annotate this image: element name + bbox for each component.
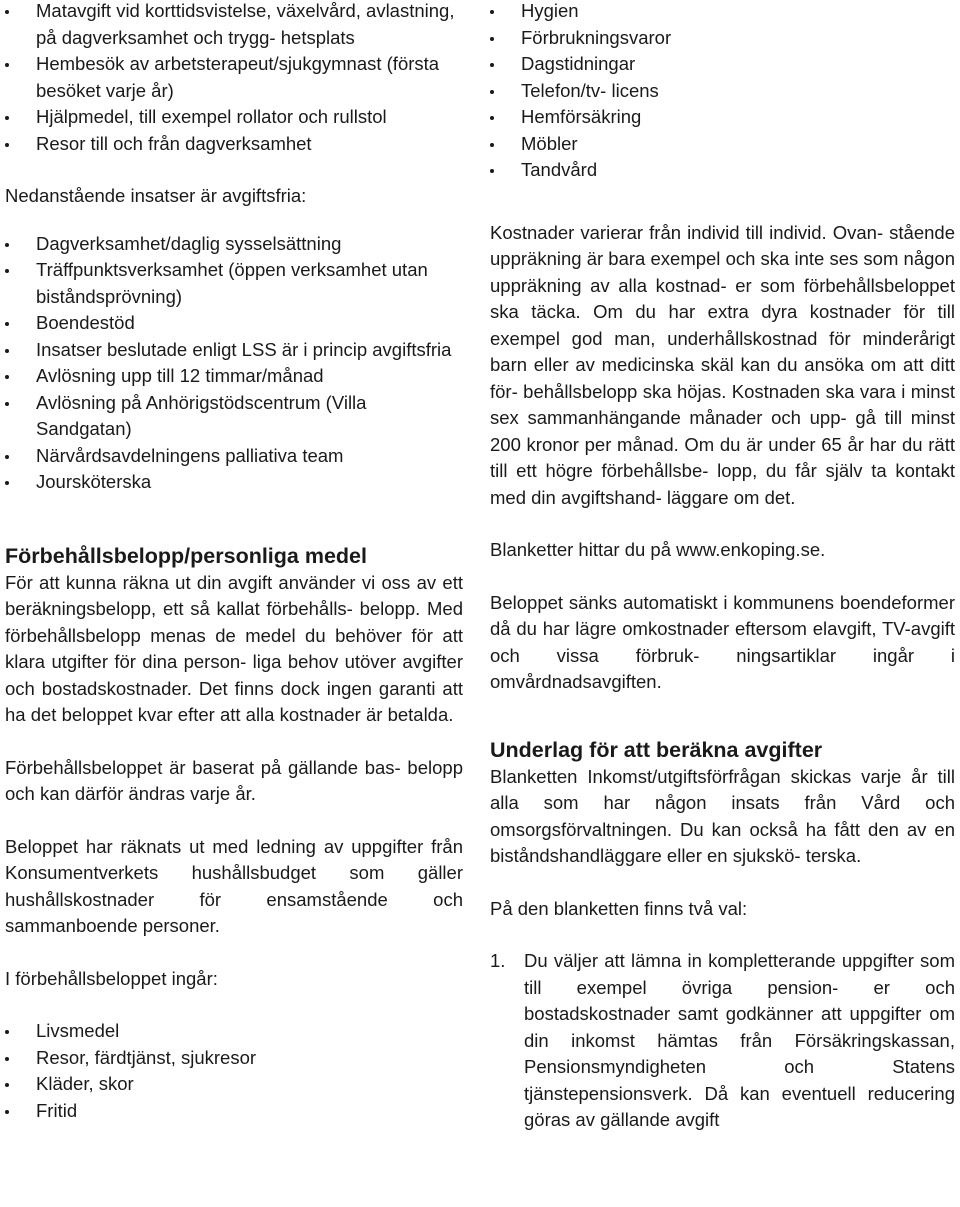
list-item bbox=[490, 948, 955, 1134]
paragraph: Blanketten Inkomst/utgiftsförfrågan skickas varje år till alla som har någon insats från Vård och omsorgsförvaltningen. Du kan också ha fått den av en biståndshandläggare eller en sjukskö- terska. bbox=[490, 765, 955, 866]
free-services-intro: Nedanstående insatser är avgiftsfria: bbox=[5, 185, 307, 206]
list-item: Insatser beslutade enligt LSS är i princip avgiftsfria bbox=[5, 337, 463, 364]
list-item: Fritid bbox=[5, 1098, 463, 1125]
list-number: 1. bbox=[490, 950, 506, 971]
included-list-continued bbox=[490, 0, 955, 184]
list-item: Hygien bbox=[490, 0, 955, 25]
options-list bbox=[490, 948, 955, 1134]
section-heading-personal-allowance: Förbehållsbelopp/personliga medel bbox=[5, 543, 367, 568]
right-column bbox=[490, 0, 955, 1134]
list-item: Joursköterska bbox=[5, 469, 463, 496]
list-item-text: Du väljer att lämna in kompletterande uppgifter som till exempel övriga pension- er och bostadskostnader samt godkänner att uppgifter om din inkomst hämtas från Försäkringskassan, Pensionsmyndigheten och Statens tjänstepensionsverk. Då kan eventuell reducering göras av gällande avgift bbox=[524, 950, 955, 1130]
list-item: Närvårdsavdelningens palliativa team bbox=[5, 443, 463, 470]
list-item: Avlösning på Anhörigstödscentrum (Villa Sandgatan) bbox=[5, 390, 463, 443]
list-item: Hemförsäkring bbox=[490, 104, 955, 131]
paragraph: Kostnader varierar från individ till individ. Ovan- stående uppräkning är bara exempel och ska inte ses som någon uppräkning av alla kostnad- er som förbehållsbeloppet ska täcka. Om du har extra dyra kostnader för till exempel god man, underhållskostnad för minderårigt barn eller av medicinska skäl kan du ansöka om att ditt för- behållsbelopp ska höjas. Kostnaden ska vara i minst sex sammanhängande månader och upp- gå till minst 200 kronor per månad. Om du är under 65 år har du rätt till ett högre förbehållsbe- lopp, du får själv ta kontakt med din avgiftshand- läggare om det. bbox=[490, 221, 955, 508]
list-item: Träffpunktsverksamhet (öppen verksamhet utan biståndsprövning) bbox=[5, 257, 463, 310]
paragraph: Beloppet sänks automatiskt i kommunens boendeformer då du har lägre omkostnader eftersom elavgift, TV-avgift och vissa förbruk- ningsartiklar ingår i omvårdnadsavgiften. bbox=[490, 591, 955, 692]
free-services-list bbox=[5, 231, 463, 496]
section-heading-fee-basis: Underlag för att beräkna avgifter bbox=[490, 737, 823, 762]
list-item: Kläder, skor bbox=[5, 1071, 463, 1098]
list-item: Hjälpmedel, till exempel rollator och rullstol bbox=[5, 104, 463, 131]
paragraph: På den blanketten finns två val: bbox=[490, 897, 748, 919]
list-item: Tandvård bbox=[490, 157, 955, 184]
included-intro: I förbehållsbeloppet ingår: bbox=[5, 967, 218, 989]
paragraph: Förbehållsbeloppet är baserat på gällande bas- belopp och kan därför ändras varje år. bbox=[5, 756, 463, 804]
included-list bbox=[5, 1018, 463, 1124]
list-item: Avlösning upp till 12 timmar/månad bbox=[5, 363, 463, 390]
list-item: Boendestöd bbox=[5, 310, 463, 337]
list-item: Förbrukningsvaror bbox=[490, 25, 955, 52]
paragraph: Beloppet har räknats ut med ledning av uppgifter från Konsumentverkets hushållsbudget som gäller hushållskostnader för ensamstående och sammanboende personer. bbox=[5, 835, 463, 936]
paragraph: Blanketter hittar du på www.enkoping.se. bbox=[490, 539, 826, 560]
fee-items-list bbox=[5, 0, 463, 157]
list-item: Hembesök av arbetsterapeut/sjukgymnast (första besöket varje år) bbox=[5, 51, 463, 104]
list-item: Resor till och från dagverksamhet bbox=[5, 131, 463, 158]
list-item: Livsmedel bbox=[5, 1018, 463, 1045]
list-item: Resor, färdtjänst, sjukresor bbox=[5, 1045, 463, 1072]
list-item: Dagstidningar bbox=[490, 51, 955, 78]
left-column bbox=[5, 0, 463, 1124]
list-item: Dagverksamhet/daglig sysselsättning bbox=[5, 231, 463, 258]
paragraph: För att kunna räkna ut din avgift använder vi oss av ett beräkningsbelopp, ett så kallat förbehålls- belopp. Med förbehållsbelopp menas de medel du behöver för att klara utgifter för dina person- liga behov utöver avgifter och bostadskostnader. Det finns dock ingen garanti att ha det beloppet kvar efter att alla kostnader är betalda. bbox=[5, 571, 463, 725]
list-item: Matavgift vid korttidsvistelse, växelvård, avlastning, på dagverksamhet och trygg- hetsplats bbox=[5, 0, 463, 51]
list-item: Möbler bbox=[490, 131, 955, 158]
list-item: Telefon/tv- licens bbox=[490, 78, 955, 105]
